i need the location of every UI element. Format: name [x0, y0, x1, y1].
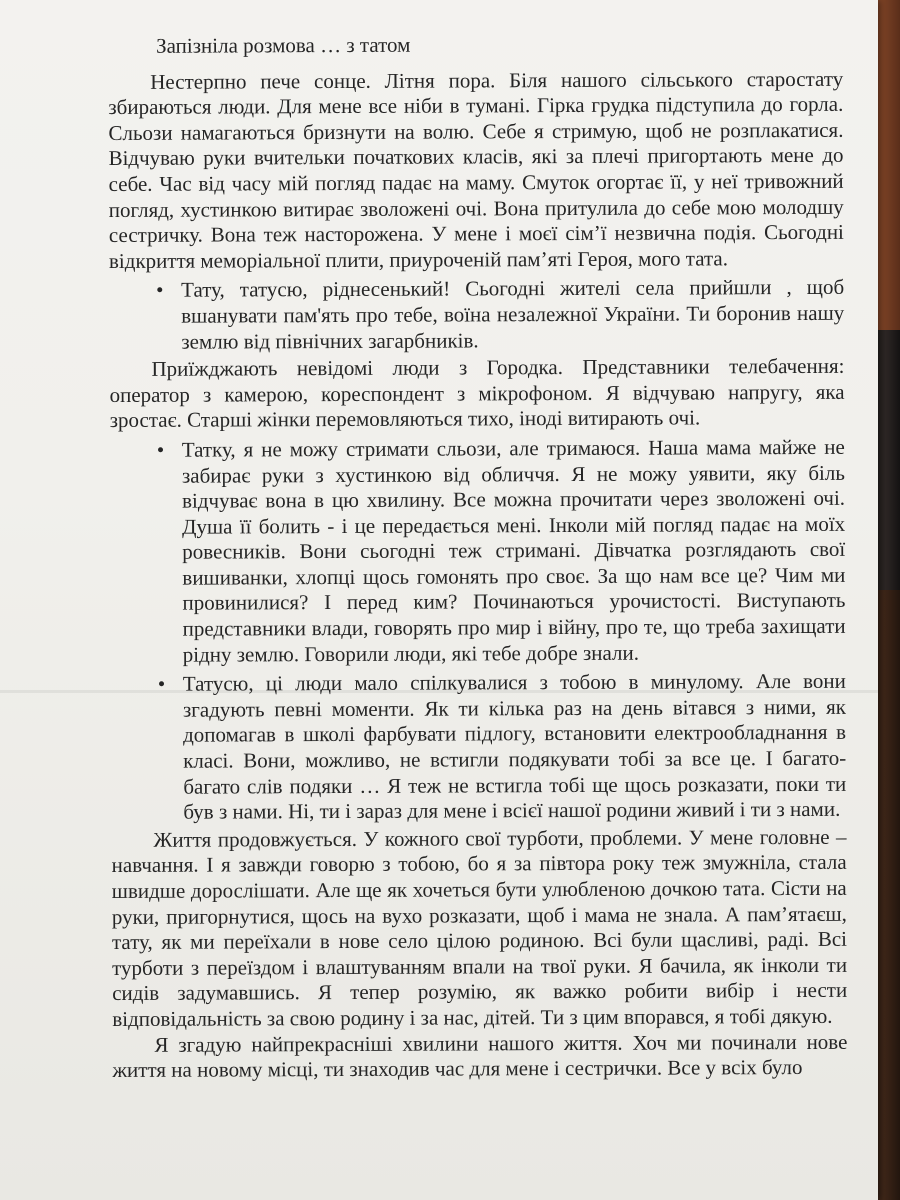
- document-body: [108, 31, 848, 1084]
- bullet-paragraph: • Тату, татусю, ріднесенький! Сьогодні жителі села прийшли , щоб вшанувати пам'ять про тебе, воїна незалежної України. Ти боронив нашу землю від північних загарбників.: [181, 275, 844, 355]
- text-paragraph: Приїжджають невідомі люди з Городка. Представники телебачення: оператор з камерою, кореспондент з мікрофоном. Я відчуваю напругу, яка зростає. Старші жінки перемовляються тихо, іноді витирають очі.: [109, 353, 845, 433]
- bullet-paragraph: • Татку, я не можу стримати сльози, але тримаюся. Наша мама майже не забирає руки з хустинкою від обличчя. Я не можу уявити, яку біль відчуває вона в цю хвилину. Все можна прочитати через зволожені очі. Душа її болить - і це передається мені. Інколи мій погляд падає на моїх ровесників. Вони сьогодні теж стримані. Дівчатка розглядають свої вишиванки, хлопці щось гомонять про своє. За що нам все це? Чим ми провинилися? І перед ким? Починаються урочистості. Виступають представники влади, говорять про мир і війну, про те, що треба захищати рідну землю. Говорили люди, які тебе добре знали.: [182, 435, 846, 668]
- bullet-paragraph: • Татусю, ці люди мало спілкувалися з тобою в минулому. Але вони згадують певні моменти. Як ти кілька раз на день вітався з ними, як допомагав в школі фарбувати підлогу, встановити електрообладнання в класі. Вони, можливо, не встигли подякувати тобі за все це. І багато-багато слів подяки … Я теж не встигла тобі ще щось розказати, поки ти був з нами. Ні, ти і зараз для мене і всієї нашої родини живий і ти з нами.: [183, 669, 847, 825]
- document-title: Запізніла розмова … з татом: [155, 32, 411, 58]
- text-paragraph: Нестерпно пече сонце. Літня пора. Біля нашого сільського старостату збираються люди. Для мене все ніби в тумані. Гірка грудка підступила до горла. Сльози намагаються бризнути на волю. Себе я стримую, щоб не розплакатися. Відчуваю руки вчительки початкових класів, які за плечі пригортають мене до себе. Час від часу мій погляд падає на маму. Смуток огортає її, у неї тривожний погляд, хустинкою витирає зволожені очі. Вона притулила до себе мою молодшу сестричку. Вона теж настороженa. У мене і моєї сім’ї незвична подія. Сьогодні відкриття меморіальної плити, приуроченій пам’яті Героя, мого тата.: [108, 66, 844, 273]
- document-paragraphs: [108, 66, 847, 1083]
- text-paragraph: Життя продовжується. У кожного свої турботи, проблеми. У мене головне – навчання. І я завжди говорю з тобою, бо я за півтора року теж змужніла, стала швидше дорослішати. Але ще як хочеться бути улюбленою дочкою тата. Сісти на руки, пригорнутися, щось на вухо розказати, щоб і мама не знала. А пам’ятаєш, тату, як ми переїхали в нове село цілою родиною. Всі були щасливі, раді. Всі турботи з переїздом і влаштуванням впали на твої руки. Я бачила, як інколи ти сидів задумавшись. Я тепер розумію, як важко робити вибір і нести відповідальність за свою родину і за нас, дітей. Ти з цим впорався, я тобі дякую.: [111, 824, 848, 1031]
- text-paragraph: Я згадую найпрекрасніші хвилини нашого життя. Хоч ми починали нове життя на новому місці, ти знаходив час для мене і сестрички. Все у всіх було: [112, 1029, 848, 1083]
